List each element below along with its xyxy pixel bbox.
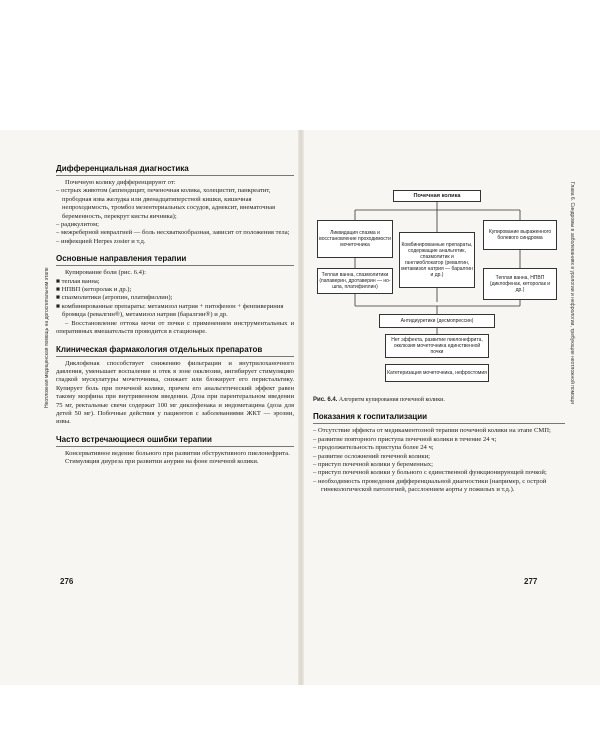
list-item: – необходимость проведения дифференциальной диагностики (например, с острой гинекологической патологией, расслоением аорты у пожилых и т.д.). [313, 477, 547, 494]
flow-box-renal-colic: Почечная колика [393, 190, 481, 202]
list-item: – развитие повторного приступа почечной колики в течение 24 ч; [313, 435, 497, 443]
list-item: – приступ почечной колики у беременных; [313, 461, 433, 469]
errors-paragraph-2: Стимуляция диуреза при развитии анурии на фоне почечной колики. [65, 458, 259, 466]
flow-box-spasm-relief: Ликвидация спазма и восстановление проходимости мочеточника [317, 220, 393, 258]
flow-box-no-effect: Нет эффекта, развитие пиелонефрита, окклюзия мочеточника единственной почки [385, 334, 489, 358]
flow-box-combined-drugs: Комбинированные препараты, содержащие анальгетик, спазмолитик и ганглиоблокатор (ревалгин, метамизол натрия — баралгин и др.) [399, 232, 475, 288]
therapy-heading: Основные направления терапии [56, 254, 294, 266]
list-item: – продолжительность приступа более 24 ч; [313, 444, 434, 452]
list-item: ■ спазмолитики (атропин, платифиллин); [56, 294, 173, 302]
right-page-number: 277 [524, 577, 538, 586]
hospitalization-heading: Показания к госпитализации [313, 412, 565, 424]
figure-caption-label: Рис. 6.4. [313, 397, 338, 403]
diff-diagnosis-heading: Дифференциальная диагностика [56, 164, 294, 176]
diff-intro: Почечную колику дифференцируют от: [65, 179, 176, 186]
list-item: ■ НПВП (кеторолак и др.); [56, 286, 132, 294]
flow-box-pain-relief: Купирование выраженного болевого синдрома [483, 220, 557, 250]
list-item: – приступ почечной колики у больного с единственной функционирующей почкой; [313, 469, 547, 477]
list-item: – Отсутствие эффекта от медикаментозной терапии почечной колики на этапе СМП; [313, 427, 551, 435]
list-item: – развитие осложнений почечной колики; [313, 452, 430, 460]
list-item: ■ комбинированные препараты: метамизол натрия + питофенон + фенпивериния бромида (ревалгин®), метамизол натрия (баралгин®) и др. [56, 302, 284, 319]
list-item: – инфекцией Herpes zoster и т.д. [56, 237, 146, 245]
errors-paragraph-1: Консервативное ведение больного при развитии обструктивного пиелонефрита. [65, 449, 290, 457]
flow-box-warm-bath-spasmolytics: Теплая ванна, спазмолитики (папаверин, дротаверин — но-шпа, платифиллин) [317, 268, 393, 294]
left-running-head: Неотложная медицинская помощь на догоспитальном этапе [44, 267, 50, 408]
pharmacology-text: Диклофенак способствует снижению фильтрации и внутрилоханочного давления, уменьшает воспаление и отек в зоне окклюзии, ингибирует стимуляцию гладкой мускулатуры мочеточника, снижает или блокирует его перистальтику. Купирует боль при почечной колике, причем его анальгетический эффект равен такому морфина при внутривенном введении. Доза при парентеральном введении 75 мг, ректальные свечи содержат 100 мг диклофенака и индометацина (доза для детей 50 мг). Побочные действия у пациентов с заболеваниями ЖКТ — эрозии, язвы. [56, 359, 294, 426]
pharmacology-heading: Клиническая фармакология отдельных препаратов [56, 345, 294, 357]
hospitalization-list [313, 427, 565, 494]
flowchart [313, 150, 565, 360]
book-gutter [298, 130, 304, 685]
therapy-list [56, 278, 294, 320]
left-page [56, 150, 294, 467]
list-item: ■ теплая ванна; [56, 277, 100, 285]
figure-caption-text: Алгоритм купирования почечной колики. [337, 397, 445, 403]
list-item: – радикулитом; [56, 221, 99, 229]
diff-list [56, 187, 294, 246]
flow-box-catheterization: Катетеризация мочеточника, нефростомия [385, 364, 489, 382]
list-item: – межреберной невралгией — боль несхваткообразная, зависит от положения тела; [56, 229, 290, 237]
figure-caption [313, 396, 565, 404]
flow-box-antidiuretics: Антидиуретики (десмопрессин) [379, 314, 495, 328]
flow-box-warm-bath-nsaid: Теплая ванна, НПВП (диклофенак, кеторолак и др.) [483, 268, 557, 300]
right-running-head: Глава 6. Синдромы в заболеваниях в урологии и нефрологии, требующие неотложной помощи [569, 182, 575, 404]
flowchart-lower [313, 334, 565, 390]
errors-heading: Часто встречающиеся ошибки терапии [56, 435, 294, 447]
left-page-number: 276 [60, 577, 74, 586]
therapy-intro: Купирование боли (рис. 6.4): [65, 269, 146, 277]
list-item: – острых животом (аппендицит, печеночная колика, холецистит, панкреатит, прободная язва желудка или двенадцатиперстной кишки, кишечная непроходимость, тромбоз мезентериальных сосудов, аднексит, внематочная беременность, перекрут кисты яичника); [56, 187, 276, 220]
therapy-outro: – Восстановление оттока мочи от почки с применением инструментальных и оперативных вмешательств проводится в стационаре. [56, 319, 294, 336]
right-page [313, 150, 565, 495]
